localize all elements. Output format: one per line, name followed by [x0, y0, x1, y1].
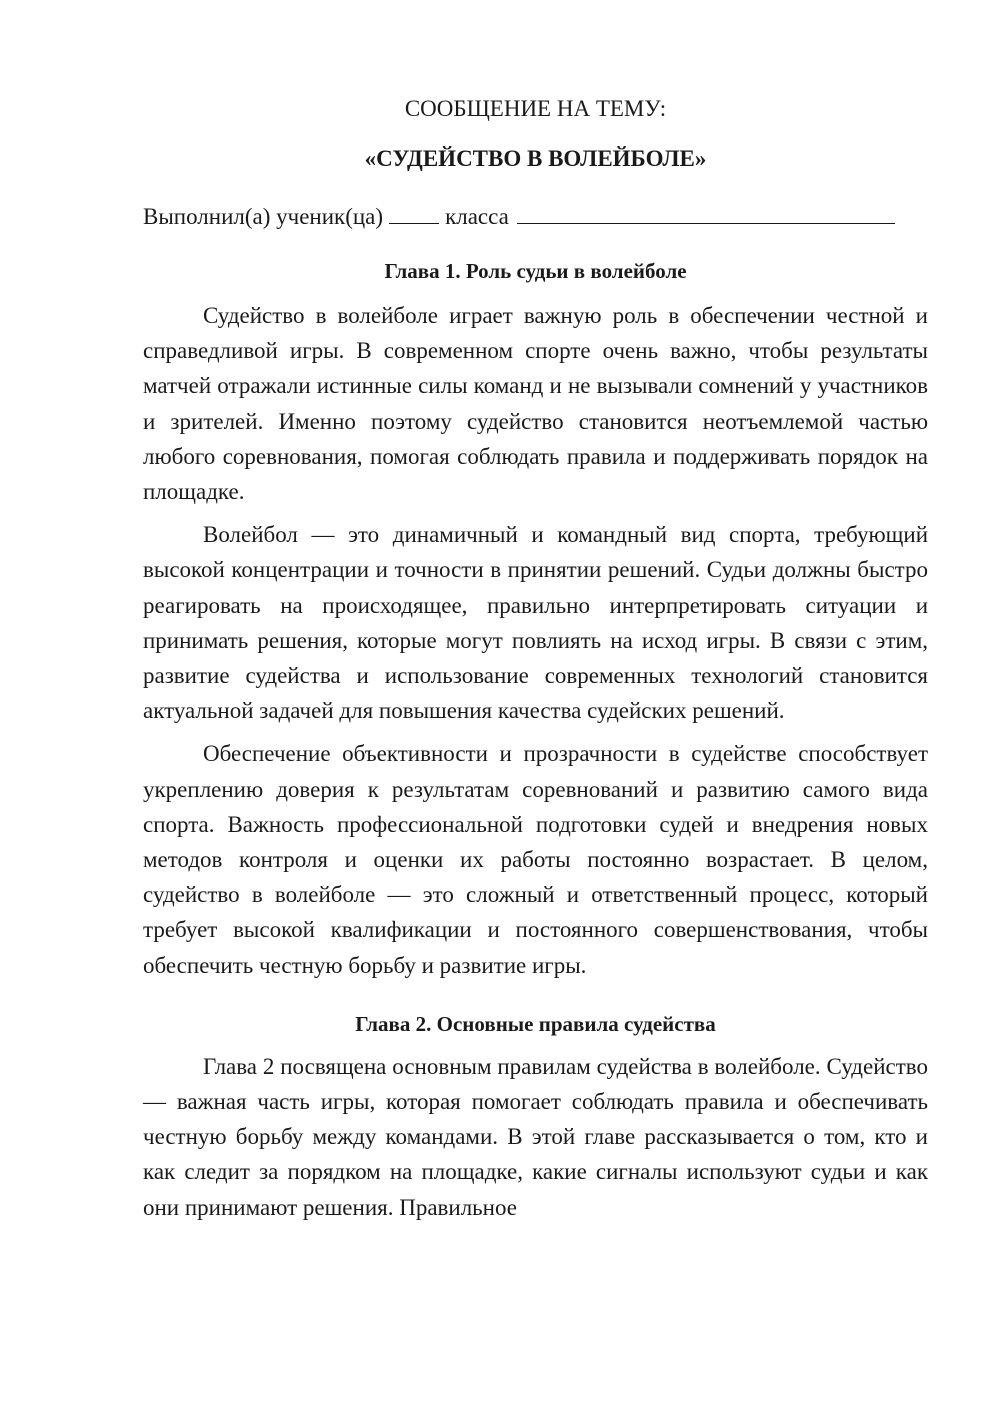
- chapter-2-paragraph: Глава 2 посвящена основным правилам судейства в волейболе. Судейство — важная часть игры, которая помогает соблюдать правила и обеспечивать честную борьбу между командами. В этой главе рассказывается о том, кто и как следит за порядком на площадке, какие сигналы используют судьи и как они принимают решения. Правильное: [143, 1053, 928, 1220]
- author-prefix: Выполнил(а) ученик(ца): [143, 204, 384, 229]
- author-name-blank: [517, 201, 895, 224]
- chapter-1-paragraph: Судейство в волейболе играет важную роль в обеспечении честной и справедливой игры. В современном спорте очень важно, чтобы результаты матчей отражали истинные силы команд и не вызывали сомнений у участников и зрителей. Именно поэтому судейство становится неотъемлемой частью любого соревнования, помогая соблюдать правила и поддерживать порядок на площадке.: [143, 303, 928, 505]
- chapter-1-heading: Глава 1. Роль судьи в волейболе: [384, 259, 687, 283]
- chapter-1-paragraph: Обеспечение объективности и прозрачности в судействе способствует укреплению доверия к результатам соревнований и развитию самого вида спорта. Важность профессиональной подготовки судей и внедрения новых методов контроля и оценки их работы постоянно возрастает. В целом, судейство в волейболе — это сложный и ответственный процесс, который требует высокой квалификации и постоянного совершенствования, чтобы обеспечить честную борьбу и развитие игры.: [143, 741, 928, 978]
- document-page: [143, 92, 928, 1233]
- document-subtitle: СООБЩЕНИЕ НА ТЕМУ:: [404, 96, 667, 121]
- document-title: «СУДЕЙСТВО В ВОЛЕЙБОЛЕ»: [364, 146, 707, 171]
- class-number-blank: [389, 201, 439, 224]
- chapter-1-paragraph: Волейбол — это динамичный и командный вид спорта, требующий высокой концентрации и точности в принятии решений. Судьи должны быстро реагировать на происходящее, правильно интерпретировать ситуации и принимать решения, которые могут повлиять на исход игры. В связи с этим, развитие судейства и использование современных технологий становится актуальной задачей для повышения качества судейских решений.: [143, 522, 928, 724]
- chapter-2-heading: Глава 2. Основные правила судейства: [355, 1011, 716, 1036]
- author-class-label: класса: [445, 204, 509, 229]
- author-line: [143, 200, 928, 234]
